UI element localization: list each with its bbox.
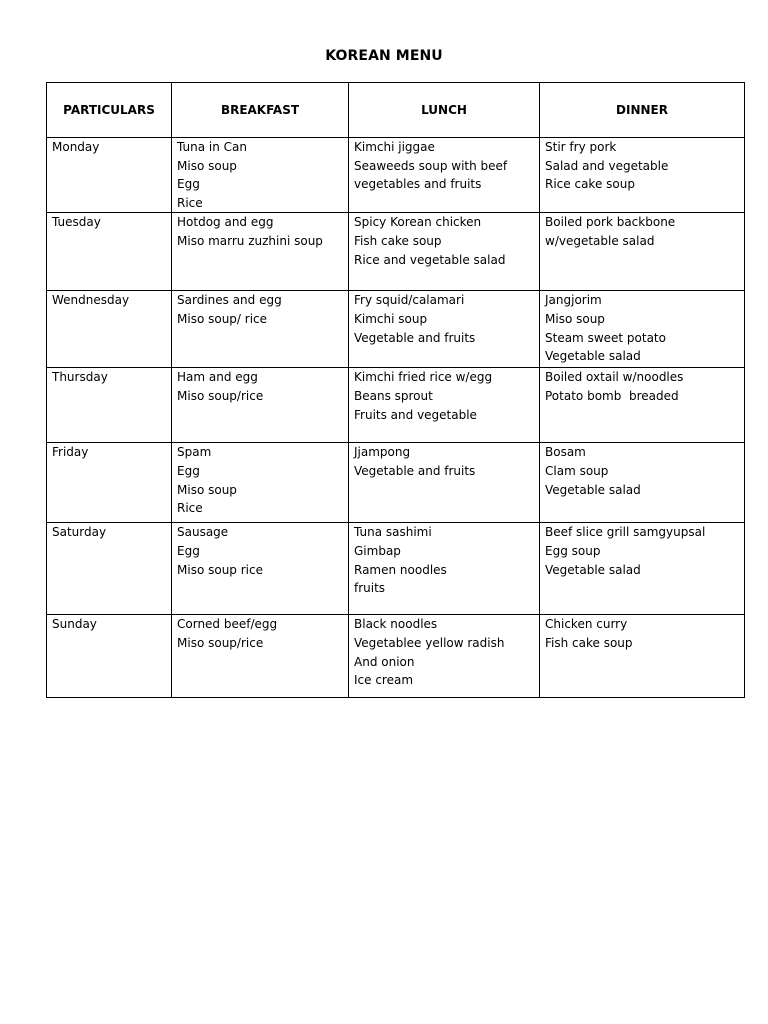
table-row — [47, 138, 745, 213]
menu-table — [46, 82, 745, 698]
breakfast-item: Hotdog and egg — [177, 215, 274, 230]
breakfast-item: Spam — [177, 445, 212, 460]
dinner-cell — [540, 138, 745, 213]
lunch-item: Spicy Korean chicken — [354, 215, 482, 230]
breakfast-cell — [172, 368, 349, 443]
lunch-cell — [349, 213, 540, 291]
lunch-item: vegetables and fruits — [354, 177, 482, 192]
table-row — [47, 615, 745, 698]
lunch-item: Beans sprout — [354, 388, 433, 403]
day-cell — [47, 291, 172, 368]
breakfast-item: Sardines and egg — [177, 293, 282, 308]
breakfast-item: Egg — [177, 463, 200, 478]
lunch-item: Kimchi fried rice w/egg — [354, 370, 493, 385]
lunch-cell — [349, 523, 540, 615]
header-particulars: PARTICULARS — [47, 83, 172, 138]
lunch-cell — [349, 138, 540, 213]
breakfast-item: Miso soup rice — [177, 562, 263, 577]
breakfast-item: Rice — [177, 195, 203, 210]
header-lunch: LUNCH — [349, 83, 540, 138]
lunch-cell — [349, 615, 540, 698]
lunch-cell — [349, 368, 540, 443]
dinner-cell — [540, 291, 745, 368]
breakfast-cell — [172, 291, 349, 368]
breakfast-item: Rice — [177, 501, 203, 516]
day-label: Wendnesday — [52, 293, 130, 308]
breakfast-item: Miso soup — [177, 158, 237, 173]
day-label: Saturday — [52, 525, 107, 540]
breakfast-cell — [172, 523, 349, 615]
lunch-item: Ice cream — [354, 673, 414, 688]
dinner-item: Vegetable salad — [545, 349, 641, 364]
dinner-item: Vegetable salad — [545, 482, 641, 497]
dinner-item: Stir fry pork — [545, 140, 617, 154]
day-cell — [47, 615, 172, 698]
lunch-item: Fruits and vegetable — [354, 407, 477, 422]
lunch-item: And onion — [354, 654, 415, 669]
dinner-cell — [540, 523, 745, 615]
lunch-cell — [349, 291, 540, 368]
lunch-item: Rice and vegetable salad — [354, 252, 506, 267]
breakfast-item: Miso soup/rice — [177, 388, 264, 403]
lunch-item: Vegetable and fruits — [354, 330, 476, 345]
lunch-item: fruits — [354, 581, 386, 596]
lunch-item: Black noodles — [354, 617, 438, 632]
dinner-item: Potato bomb breaded — [545, 388, 679, 403]
breakfast-cell — [172, 138, 349, 213]
day-cell — [47, 138, 172, 213]
breakfast-cell — [172, 213, 349, 291]
lunch-cell — [349, 443, 540, 523]
breakfast-item: Egg — [177, 177, 200, 192]
dinner-item: Miso soup — [545, 311, 605, 326]
breakfast-item: Ham and egg — [177, 370, 258, 385]
dinner-cell — [540, 615, 745, 698]
dinner-item: Egg soup — [545, 543, 601, 558]
day-label: Monday — [52, 140, 100, 154]
lunch-item: Vegetablee yellow radish — [354, 635, 505, 650]
lunch-item: Fish cake soup — [354, 233, 442, 248]
dinner-item: Boiled oxtail w/noodles — [545, 370, 684, 385]
table-row — [47, 368, 745, 443]
breakfast-item: Miso marru zuzhini soup — [177, 233, 323, 248]
dinner-item: Bosam — [545, 445, 586, 460]
lunch-item: Gimbap — [354, 543, 401, 558]
header-row — [47, 83, 745, 138]
table-row — [47, 213, 745, 291]
lunch-item: Vegetable and fruits — [354, 463, 476, 478]
breakfast-item: Miso soup — [177, 482, 237, 497]
breakfast-item: Tuna in Can — [177, 140, 247, 154]
day-cell — [47, 368, 172, 443]
dinner-cell — [540, 213, 745, 291]
dinner-item: Chicken curry — [545, 617, 628, 632]
dinner-item: Boiled pork backbone — [545, 215, 676, 230]
day-label: Thursday — [52, 370, 108, 385]
dinner-item: Jangjorim — [545, 293, 602, 308]
day-label: Tuesday — [52, 215, 101, 230]
day-label: Friday — [52, 445, 89, 460]
page-title: KOREAN MENU — [325, 48, 443, 64]
dinner-item: Beef slice grill samgyupsal — [545, 525, 706, 540]
breakfast-cell — [172, 615, 349, 698]
lunch-item: Jjampong — [354, 445, 411, 460]
day-cell — [47, 213, 172, 291]
dinner-cell — [540, 368, 745, 443]
day-label: Sunday — [52, 617, 97, 632]
breakfast-item: Miso soup/ rice — [177, 311, 268, 326]
dinner-item: Salad and vegetable — [545, 158, 669, 173]
dinner-item: Steam sweet potato — [545, 330, 666, 345]
dinner-cell — [540, 443, 745, 523]
lunch-item: Tuna sashimi — [354, 525, 432, 540]
lunch-item: Fry squid/calamari — [354, 293, 465, 308]
day-cell — [47, 523, 172, 615]
header-breakfast: BREAKFAST — [172, 83, 349, 138]
header-dinner: DINNER — [540, 83, 745, 138]
day-cell — [47, 443, 172, 523]
dinner-item: w/vegetable salad — [545, 233, 655, 248]
table-row — [47, 443, 745, 523]
lunch-item: Seaweeds soup with beef — [354, 158, 508, 173]
menu-body — [47, 138, 745, 698]
breakfast-item: Corned beef/egg — [177, 617, 278, 632]
table-row — [47, 291, 745, 368]
breakfast-item: Miso soup/rice — [177, 635, 264, 650]
lunch-item: Kimchi soup — [354, 311, 428, 326]
lunch-item: Kimchi jiggae — [354, 140, 435, 154]
breakfast-item: Sausage — [177, 525, 229, 540]
dinner-item: Vegetable salad — [545, 562, 641, 577]
breakfast-cell — [172, 443, 349, 523]
dinner-item: Clam soup — [545, 463, 609, 478]
lunch-item: Ramen noodles — [354, 562, 447, 577]
breakfast-item: Egg — [177, 543, 200, 558]
table-row — [47, 523, 745, 615]
dinner-item: Fish cake soup — [545, 635, 633, 650]
dinner-item: Rice cake soup — [545, 177, 635, 192]
